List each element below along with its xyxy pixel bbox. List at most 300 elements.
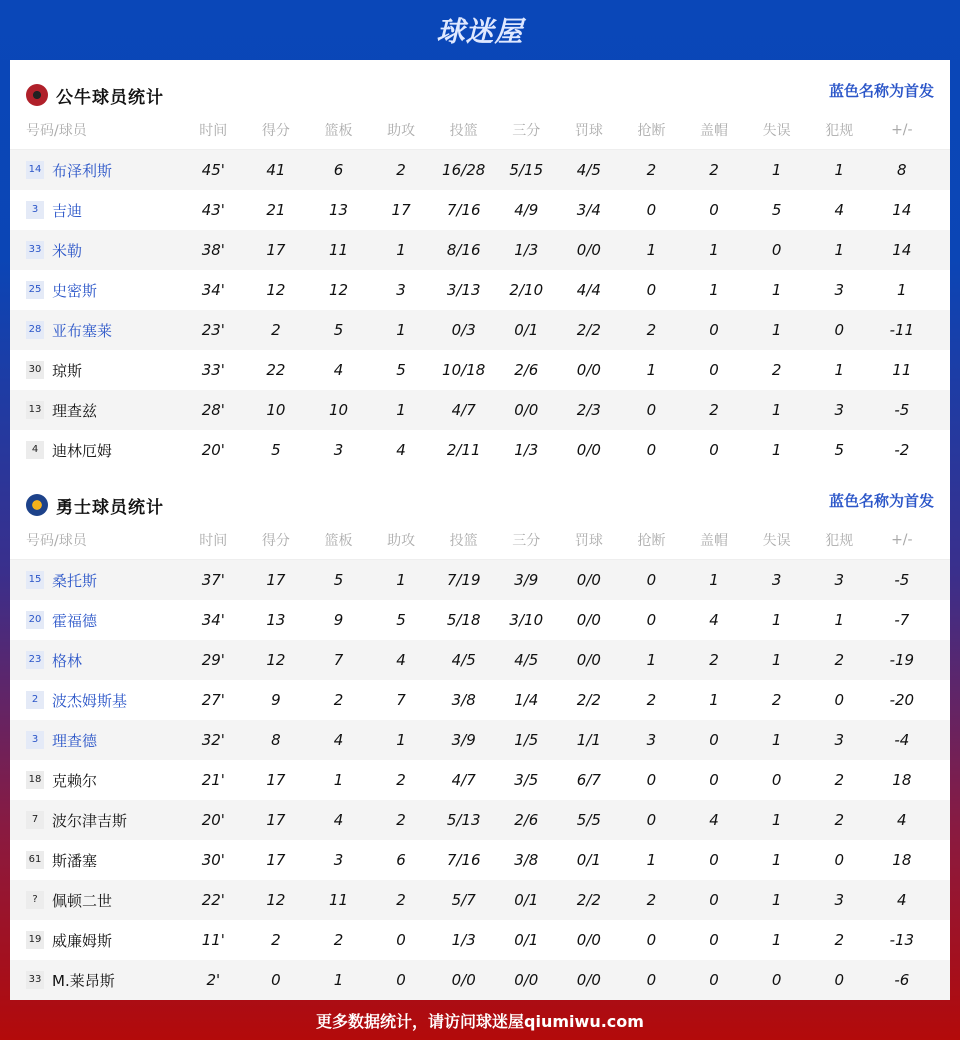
assists-cell: 1 — [396, 731, 406, 749]
section-header — [10, 60, 950, 130]
field-goals-cell: 7/16 — [446, 201, 481, 219]
free-throws-cell: 0/0 — [576, 571, 601, 589]
player-row[interactable] — [10, 390, 950, 430]
jersey-number: 23 — [26, 651, 44, 669]
fouls-cell: 0 — [834, 691, 844, 709]
three-pointers-cell: 1/3 — [514, 241, 539, 259]
plus-minus-cell: 8 — [897, 161, 907, 179]
column-header: 罚球 — [574, 122, 603, 139]
field-goals-cell: 16/28 — [442, 161, 486, 179]
jersey-number: 3 — [26, 731, 44, 749]
three-pointers-cell: 4/5 — [514, 651, 539, 669]
rebounds-cell: 1 — [333, 971, 344, 989]
field-goals-cell: 7/16 — [446, 851, 481, 869]
rebounds-cell: 3 — [333, 441, 344, 459]
fouls-cell: 1 — [834, 361, 844, 379]
minutes-cell: 2' — [206, 971, 221, 989]
column-header: 盖帽 — [700, 532, 729, 549]
points-cell: 5 — [271, 441, 281, 459]
player-name[interactable]: 迪林厄姆 — [52, 441, 113, 460]
column-header: 投篮 — [449, 532, 478, 549]
column-header: 助攻 — [387, 532, 416, 549]
bulls-logo-icon — [26, 84, 48, 106]
blocks-cell: 0 — [709, 771, 719, 789]
steals-cell: 2 — [646, 691, 657, 709]
assists-cell: 2 — [396, 891, 406, 909]
plus-minus-cell: -6 — [894, 971, 910, 989]
three-pointers-cell: 3/9 — [514, 571, 539, 589]
player-name[interactable]: 桑托斯 — [52, 571, 98, 590]
points-cell: 0 — [271, 971, 281, 989]
turnovers-cell: 1 — [771, 161, 782, 179]
points-cell: 17 — [266, 811, 286, 829]
assists-cell: 6 — [396, 851, 406, 869]
player-row[interactable] — [10, 560, 950, 600]
blocks-cell: 2 — [709, 401, 719, 419]
stats-card — [10, 60, 950, 1000]
assists-cell: 0 — [396, 931, 406, 949]
three-pointers-cell: 2/6 — [514, 811, 539, 829]
player-row[interactable] — [10, 640, 950, 680]
assists-cell: 4 — [396, 651, 406, 669]
section-header — [10, 470, 950, 540]
jersey-number: 28 — [26, 321, 44, 339]
steals-cell: 3 — [646, 731, 657, 749]
top-bar — [0, 0, 960, 60]
free-throws-cell: 4/5 — [576, 161, 601, 179]
minutes-cell: 11' — [201, 931, 225, 949]
assists-cell: 7 — [396, 691, 406, 709]
assists-cell: 1 — [396, 571, 406, 589]
player-name[interactable]: 克赖尔 — [52, 771, 98, 790]
jersey-number: 33 — [26, 241, 44, 259]
fouls-cell: 0 — [834, 321, 844, 339]
column-header: +/- — [891, 531, 913, 548]
minutes-cell: 45' — [201, 161, 225, 179]
free-throws-cell: 0/0 — [576, 361, 601, 379]
free-throws-cell: 0/0 — [576, 611, 601, 629]
player-name[interactable]: 布泽利斯 — [52, 161, 113, 180]
minutes-cell: 22' — [201, 891, 225, 909]
rebounds-cell: 12 — [328, 281, 349, 299]
blocks-cell: 1 — [709, 691, 719, 709]
minutes-cell: 30' — [201, 851, 225, 869]
turnovers-cell: 2 — [771, 691, 782, 709]
player-row[interactable] — [10, 600, 950, 640]
assists-cell: 3 — [396, 281, 406, 299]
player-row[interactable] — [10, 230, 950, 270]
points-cell: 17 — [266, 571, 286, 589]
three-pointers-cell: 1/5 — [514, 731, 539, 749]
jersey-number: 13 — [26, 401, 44, 419]
plus-minus-cell: 4 — [897, 811, 907, 829]
field-goals-cell: 0/0 — [451, 971, 476, 989]
player-name[interactable]: 亚布塞莱 — [52, 321, 113, 340]
points-cell: 13 — [266, 611, 286, 629]
rebounds-cell: 11 — [328, 891, 349, 909]
turnovers-cell: 1 — [771, 401, 782, 419]
player-cell — [10, 570, 182, 591]
column-header: 犯规 — [825, 532, 854, 549]
minutes-cell: 43' — [201, 201, 225, 219]
turnovers-cell: 5 — [771, 201, 782, 219]
column-header: +/- — [891, 121, 913, 138]
steals-cell: 0 — [646, 811, 657, 829]
player-row[interactable] — [10, 720, 950, 760]
column-header: 时间 — [199, 532, 228, 549]
plus-minus-cell: -5 — [894, 401, 910, 419]
plus-minus-cell: -4 — [894, 731, 910, 749]
fouls-cell: 2 — [834, 811, 844, 829]
column-header: 投篮 — [449, 122, 478, 139]
minutes-cell: 29' — [201, 651, 225, 669]
free-throws-cell: 0/0 — [576, 441, 601, 459]
blocks-cell: 4 — [709, 811, 719, 829]
points-cell: 17 — [266, 771, 286, 789]
player-cell — [10, 730, 182, 751]
fouls-cell: 0 — [834, 971, 844, 989]
free-throws-cell: 2/3 — [576, 401, 601, 419]
player-row[interactable] — [10, 190, 950, 230]
free-throws-cell: 0/0 — [576, 651, 601, 669]
blocks-cell: 0 — [709, 731, 719, 749]
free-throws-cell: 0/0 — [576, 971, 601, 989]
turnovers-cell: 1 — [771, 651, 782, 669]
jersey-number: 4 — [26, 441, 44, 459]
player-cell — [10, 400, 182, 421]
three-pointers-cell: 0/1 — [514, 321, 539, 339]
column-header: 号码/球员 — [26, 532, 87, 549]
starter-legend: 蓝色名称为首发 — [828, 82, 934, 100]
minutes-cell: 27' — [201, 691, 225, 709]
plus-minus-cell: -7 — [894, 611, 910, 629]
player-row[interactable] — [10, 800, 950, 840]
player-row[interactable] — [10, 310, 950, 350]
column-header: 失误 — [762, 122, 791, 139]
turnovers-cell: 0 — [771, 771, 782, 789]
steals-cell: 1 — [646, 651, 657, 669]
steals-cell: 0 — [646, 281, 657, 299]
plus-minus-cell: 1 — [897, 281, 907, 299]
free-throws-cell: 4/4 — [576, 281, 601, 299]
player-row[interactable] — [10, 880, 950, 920]
jersey-number: 7 — [26, 811, 44, 829]
jersey-number: 33 — [26, 971, 44, 989]
three-pointers-cell: 5/15 — [509, 161, 544, 179]
free-throws-cell: 2/2 — [576, 321, 601, 339]
steals-cell: 0 — [646, 401, 657, 419]
blocks-cell: 2 — [709, 651, 719, 669]
minutes-cell: 23' — [201, 321, 225, 339]
minutes-cell: 37' — [201, 571, 225, 589]
plus-minus-cell: 14 — [892, 201, 912, 219]
blocks-cell: 0 — [709, 321, 719, 339]
assists-cell: 5 — [396, 611, 406, 629]
player-name[interactable]: 吉迪 — [52, 201, 83, 220]
fouls-cell: 2 — [834, 771, 844, 789]
player-cell — [10, 930, 182, 951]
minutes-cell: 28' — [201, 401, 225, 419]
player-row[interactable] — [10, 840, 950, 880]
warriors-logo-icon — [26, 494, 48, 516]
blocks-cell: 0 — [709, 201, 719, 219]
player-name[interactable]: 理查兹 — [52, 401, 98, 420]
steals-cell: 1 — [646, 851, 657, 869]
player-row[interactable] — [10, 430, 950, 470]
turnovers-cell: 1 — [771, 281, 782, 299]
player-row[interactable] — [10, 350, 950, 390]
field-goals-cell: 8/16 — [446, 241, 481, 259]
assists-cell: 2 — [396, 771, 406, 789]
player-cell — [10, 770, 182, 791]
jersey-number: 14 — [26, 161, 44, 179]
fouls-cell: 1 — [834, 161, 844, 179]
steals-cell: 0 — [646, 771, 657, 789]
jersey-number: 25 — [26, 281, 44, 299]
jersey-number: 15 — [26, 571, 44, 589]
fouls-cell: 1 — [834, 241, 844, 259]
assists-cell: 4 — [396, 441, 406, 459]
player-cell — [10, 240, 182, 261]
player-name[interactable]: 史密斯 — [52, 281, 98, 300]
player-name[interactable]: 威廉姆斯 — [52, 931, 113, 950]
rebounds-cell: 10 — [328, 401, 349, 419]
rebounds-cell: 1 — [333, 771, 344, 789]
player-cell — [10, 360, 182, 381]
player-name[interactable]: 佩顿二世 — [52, 891, 113, 910]
player-cell — [10, 440, 182, 461]
field-goals-cell: 4/7 — [451, 771, 476, 789]
three-pointers-cell: 3/8 — [514, 851, 539, 869]
fouls-cell: 3 — [834, 731, 844, 749]
player-cell — [10, 610, 182, 631]
plus-minus-cell: 18 — [892, 771, 912, 789]
blocks-cell: 0 — [709, 361, 719, 379]
field-goals-cell: 3/13 — [446, 281, 481, 299]
field-goals-cell: 3/8 — [451, 691, 476, 709]
column-header: 盖帽 — [700, 122, 729, 139]
points-cell: 12 — [266, 651, 286, 669]
rebounds-cell: 7 — [333, 651, 344, 669]
minutes-cell: 20' — [201, 811, 225, 829]
turnovers-cell: 0 — [771, 241, 782, 259]
turnovers-cell: 2 — [771, 361, 782, 379]
points-cell: 2 — [271, 931, 281, 949]
points-cell: 17 — [266, 241, 286, 259]
free-throws-cell: 1/1 — [576, 731, 601, 749]
turnovers-cell: 1 — [771, 891, 782, 909]
jersey-number: 30 — [26, 361, 44, 379]
points-cell: 9 — [271, 691, 281, 709]
jersey-number: 2 — [26, 691, 44, 709]
player-row[interactable] — [10, 920, 950, 960]
player-name[interactable]: 格林 — [52, 651, 83, 670]
player-name[interactable]: 理查德 — [52, 731, 98, 750]
warriors-section — [10, 470, 950, 1000]
steals-cell: 2 — [646, 321, 657, 339]
rebounds-cell: 4 — [333, 731, 344, 749]
minutes-cell: 21' — [201, 771, 225, 789]
plus-minus-cell: -5 — [894, 571, 910, 589]
three-pointers-cell: 4/9 — [514, 201, 539, 219]
player-row[interactable] — [10, 150, 950, 190]
player-name[interactable]: 霍福德 — [52, 611, 98, 630]
brand-logo: 球迷屋 — [436, 15, 524, 48]
turnovers-cell: 0 — [771, 971, 782, 989]
rebounds-cell: 5 — [333, 571, 344, 589]
steals-cell: 0 — [646, 571, 657, 589]
plus-minus-cell: 11 — [892, 361, 912, 379]
minutes-cell: 20' — [201, 441, 225, 459]
three-pointers-cell: 0/1 — [514, 891, 539, 909]
footer-banner[interactable]: 更多数据统计，请访问球迷屋qiumiwu.com — [316, 1011, 644, 1031]
fouls-cell: 4 — [834, 201, 844, 219]
free-throws-cell: 0/1 — [576, 851, 601, 869]
points-cell: 21 — [266, 201, 286, 219]
jersey-number: 61 — [26, 851, 44, 869]
turnovers-cell: 1 — [771, 931, 782, 949]
field-goals-cell: 5/7 — [451, 891, 476, 909]
three-pointers-cell: 1/4 — [514, 691, 539, 709]
field-goals-cell: 2/11 — [446, 441, 481, 459]
column-header: 号码/球员 — [26, 122, 87, 139]
turnovers-cell: 1 — [771, 731, 782, 749]
points-cell: 41 — [266, 161, 286, 179]
blocks-cell: 1 — [709, 241, 719, 259]
stats-table — [10, 520, 950, 1000]
rebounds-cell: 13 — [328, 201, 349, 219]
plus-minus-cell: -13 — [889, 931, 915, 949]
jersey-number: ? — [26, 891, 44, 909]
blocks-cell: 0 — [709, 891, 719, 909]
starter-legend: 蓝色名称为首发 — [828, 492, 934, 510]
player-name[interactable]: M.莱昂斯 — [52, 971, 115, 990]
fouls-cell: 1 — [834, 611, 844, 629]
turnovers-cell: 1 — [771, 441, 782, 459]
plus-minus-cell: -19 — [889, 651, 915, 669]
column-header: 犯规 — [825, 122, 854, 139]
rebounds-cell: 3 — [333, 851, 344, 869]
steals-cell: 0 — [646, 931, 657, 949]
jersey-number: 18 — [26, 771, 44, 789]
player-name[interactable]: 斯潘塞 — [52, 851, 98, 870]
plus-minus-cell: -2 — [894, 441, 910, 459]
fouls-cell: 2 — [834, 931, 844, 949]
column-header: 抢断 — [637, 532, 666, 549]
turnovers-cell: 1 — [771, 811, 782, 829]
bulls-section — [10, 60, 950, 470]
player-cell — [10, 280, 182, 301]
blocks-cell: 1 — [709, 281, 719, 299]
rebounds-cell: 2 — [333, 931, 344, 949]
jersey-number: 20 — [26, 611, 44, 629]
rebounds-cell: 11 — [328, 241, 349, 259]
points-cell: 2 — [271, 321, 281, 339]
player-name[interactable]: 波杰姆斯基 — [52, 691, 128, 710]
field-goals-cell: 10/18 — [442, 361, 486, 379]
free-throws-cell: 2/2 — [576, 691, 601, 709]
player-cell — [10, 850, 182, 871]
column-header: 篮板 — [324, 122, 353, 139]
column-header: 失误 — [762, 532, 791, 549]
blocks-cell: 0 — [709, 441, 719, 459]
assists-cell: 1 — [396, 241, 406, 259]
plus-minus-cell: -20 — [889, 691, 915, 709]
turnovers-cell: 1 — [771, 611, 782, 629]
fouls-cell: 0 — [834, 851, 844, 869]
blocks-cell: 2 — [709, 161, 719, 179]
free-throws-cell: 0/0 — [576, 241, 601, 259]
blocks-cell: 4 — [709, 611, 719, 629]
player-name[interactable]: 波尔津吉斯 — [52, 811, 128, 830]
stats-table — [10, 110, 950, 470]
points-cell: 8 — [271, 731, 281, 749]
player-row[interactable] — [10, 760, 950, 800]
fouls-cell: 2 — [834, 651, 844, 669]
column-header: 得分 — [261, 122, 290, 139]
turnovers-cell: 1 — [771, 851, 782, 869]
assists-cell: 17 — [391, 201, 411, 219]
turnovers-cell: 1 — [771, 321, 782, 339]
assists-cell: 0 — [396, 971, 406, 989]
fouls-cell: 3 — [834, 401, 844, 419]
assists-cell: 1 — [396, 401, 406, 419]
steals-cell: 2 — [646, 161, 657, 179]
field-goals-cell: 0/3 — [451, 321, 476, 339]
player-row[interactable] — [10, 960, 950, 1000]
player-name[interactable]: 米勒 — [52, 241, 83, 260]
three-pointers-cell: 2/6 — [514, 361, 539, 379]
jersey-number: 19 — [26, 931, 44, 949]
free-throws-cell: 6/7 — [576, 771, 601, 789]
rebounds-cell: 6 — [333, 161, 344, 179]
player-cell — [10, 200, 182, 221]
fouls-cell: 3 — [834, 571, 844, 589]
minutes-cell: 34' — [201, 281, 225, 299]
steals-cell: 0 — [646, 441, 657, 459]
field-goals-cell: 7/19 — [446, 571, 481, 589]
points-cell: 17 — [266, 851, 286, 869]
three-pointers-cell: 3/10 — [509, 611, 544, 629]
fouls-cell: 3 — [834, 891, 844, 909]
plus-minus-cell: 4 — [897, 891, 907, 909]
steals-cell: 0 — [646, 201, 657, 219]
three-pointers-cell: 2/10 — [509, 281, 544, 299]
rebounds-cell: 4 — [333, 361, 344, 379]
rebounds-cell: 4 — [333, 811, 344, 829]
assists-cell: 2 — [396, 161, 406, 179]
column-header: 罚球 — [574, 532, 603, 549]
section-title: 公牛球员统计 — [56, 87, 164, 108]
field-goals-cell: 5/13 — [446, 811, 481, 829]
points-cell: 12 — [266, 891, 286, 909]
player-row[interactable] — [10, 680, 950, 720]
steals-cell: 1 — [646, 361, 657, 379]
player-name[interactable]: 琼斯 — [52, 361, 83, 380]
fouls-cell: 3 — [834, 281, 844, 299]
rebounds-cell: 2 — [333, 691, 344, 709]
three-pointers-cell: 0/0 — [514, 401, 539, 419]
player-cell — [10, 690, 182, 711]
column-header: 助攻 — [387, 122, 416, 139]
column-header: 三分 — [512, 532, 541, 549]
field-goals-cell: 1/3 — [451, 931, 476, 949]
player-row[interactable] — [10, 270, 950, 310]
assists-cell: 2 — [396, 811, 406, 829]
assists-cell: 1 — [396, 321, 406, 339]
three-pointers-cell: 3/5 — [514, 771, 539, 789]
player-cell — [10, 890, 182, 911]
